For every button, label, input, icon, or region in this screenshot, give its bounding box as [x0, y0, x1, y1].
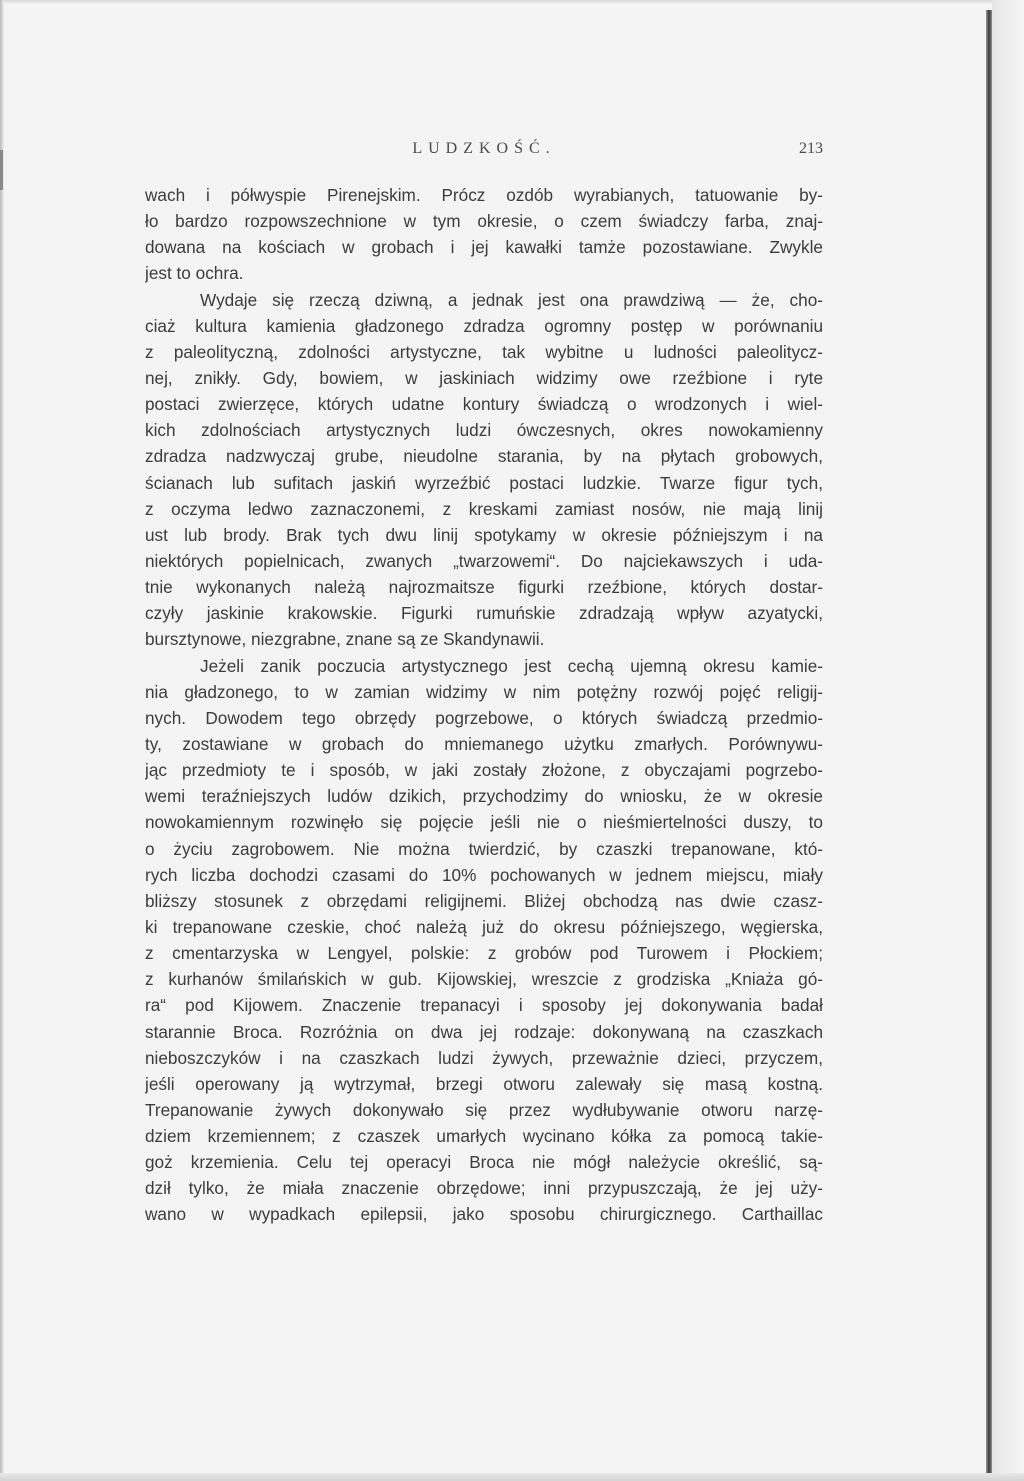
text-line: z cmentarzyska w Lengyel, polskie: z grobów pod Turowem i Płockiem; — [145, 943, 823, 964]
text-line: zdradza nadzwyczaj grube, nieudolne starania, by na płytach grobowych, — [145, 446, 823, 467]
text-line: dziem krzemiennem; z czaszek umarłych wycinano kółka za pomocą takie- — [145, 1126, 823, 1147]
text-line: niektórych popielnicach, zwanych „twarzowemi“. Do najciekawszych i uda- — [145, 550, 823, 571]
text-line: goż krzemienia. Celu tej operacyi Broca nie mógł należycie określić, są- — [145, 1152, 823, 1173]
page-number: 213 — [799, 140, 823, 157]
text-line: rych liczba dochodzi czasami do 10% pochowanych w jednem miejscu, miały — [145, 864, 823, 885]
text-line: ust lub brody. Brak tych dwu linij spotykamy w okresie późniejszym i na — [145, 524, 823, 545]
text-line: czyły jaskinie krakowskie. Figurki rumuńskie zdradzają wpływ azyatycki, — [145, 603, 823, 624]
text-line: starannie Broca. Rozróżnia on dwa jej rodzaje: dokonywaną na czaszkach — [145, 1021, 823, 1042]
text-line: ra“ pod Kijowem. Znaczenie trepanacyi i sposoby jej dokonywania badał — [145, 995, 823, 1016]
text-line: ki trepanowane czeskie, choć należą już do okresu późniejszego, węgierska, — [145, 916, 823, 937]
page-right-margin — [992, 0, 1024, 1481]
text-line: dowana na kościach w grobach i jej kawałki tamże pozostawiane. Zwykle — [145, 237, 823, 258]
running-head — [145, 140, 823, 170]
page-left-edge — [0, 0, 4, 1481]
text-line: kich zdolnościach artystycznych ludzi ówczesnych, okres nowokamienny — [145, 420, 823, 441]
text-line: bliższy stosunek z obrzędami religijnemi. Bliżej obchodzą nas dwie czasz- — [145, 890, 823, 911]
body-text — [145, 182, 823, 1228]
text-line: z paleolityczną, zdolności artystyczne, tak wybitne u ludności paleolitycz- — [145, 341, 823, 362]
text-line: wach i półwyspie Pirenejskim. Prócz ozdób wyrabianych, tatuowanie by- — [145, 185, 823, 205]
binding-mark — [0, 150, 3, 190]
text-line: nia gładzonego, to w zamian widzimy w nim potężny rozwój pojęć religij- — [145, 681, 823, 702]
text-line: ciaż kultura kamienia gładzonego zdradza ogromny postęp w porównaniu — [145, 315, 823, 336]
text-line: postaci zwierzęce, których udatne kontury świadczą o wrodzonych i wiel- — [145, 394, 823, 415]
text-line: ło bardzo rozpowszechnione w tym okresie, o czem świadczy farba, znaj- — [145, 211, 823, 232]
running-title: LUDZKOŚĆ. — [412, 140, 556, 157]
text-line: z kurhanów śmilańskich w gub. Kijowskiej, wreszcie z grodziska „Kniaża gó- — [145, 969, 823, 990]
text-line: jąc przedmioty te i sposób, w jaki zostały złożone, z obyczajami pogrzebo- — [145, 760, 823, 781]
text-line: Jeżeli zanik poczucia artystycznego jest cechą ujemną okresu kamie- — [200, 655, 823, 676]
text-line: jest to ochra. — [145, 263, 244, 284]
text-line: o życiu zagrobowem. Nie można twierdzić, by czaszki trepanowane, któ- — [145, 838, 823, 859]
page-bottom-edge — [0, 1473, 1024, 1481]
text-line: Wydaje się rzeczą dziwną, a jednak jest ona prawdziwą — że, cho- — [200, 289, 823, 310]
page-top-edge — [0, 0, 1024, 4]
text-line: dził tylko, że miała znaczenie obrzędowe; inni przypuszczają, że jej uży- — [145, 1178, 823, 1199]
text-line: Trepanowanie żywych dokonywało się przez wydłubywanie otworu narzę- — [145, 1099, 823, 1120]
text-line: wemi teraźniejszych ludów dzikich, przychodzimy do wniosku, że w okresie — [145, 786, 823, 807]
text-line: nowokamiennym rozwinęło się pojęcie jeśli nie o nieśmiertelności duszy, to — [145, 812, 823, 833]
text-line: nieboszczyków i na czaszkach ludzi żywych, przeważnie dzieci, przyczem, — [145, 1047, 823, 1068]
text-line: ścianach lub sufitach jaskiń wyrzeźbić postaci ludzkie. Twarze figur tych, — [145, 472, 823, 493]
text-line: ty, zostawiane w grobach do mniemanego użytku zmarłych. Porównywu- — [145, 733, 823, 754]
text-line: bursztynowe, niezgrabne, znane są ze Skandynawii. — [145, 629, 545, 650]
text-line: nej, znikły. Gdy, bowiem, w jaskiniach widzimy owe rzeźbione i ryte — [145, 367, 823, 388]
text-line: wano w wypadkach epilepsii, jako sposobu chirurgicznego. Carthaillac — [145, 1204, 823, 1225]
text-line: jeśli operowany ją wytrzymał, brzegi otworu zalewały się masą kostną. — [145, 1073, 823, 1094]
text-line: nych. Dowodem tego obrzędy pogrzebowe, o których świadczą przedmio- — [145, 707, 823, 728]
text-line: tnie wykonanych należą najrozmaitsze figurki rzeźbione, których dostar- — [145, 577, 823, 598]
text-line: z oczyma ledwo zaznaczonemi, z kreskami zamiast nosów, nie mają linij — [145, 498, 823, 519]
